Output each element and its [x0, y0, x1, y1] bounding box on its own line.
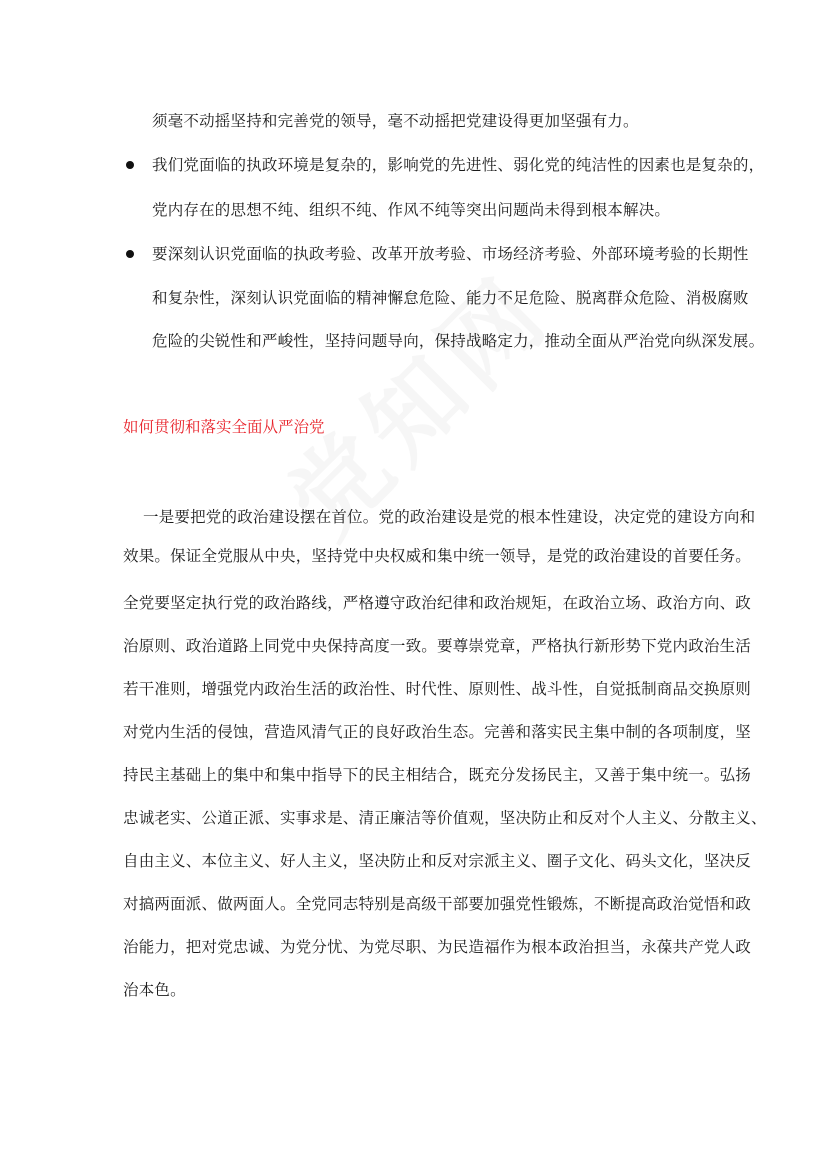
intro-line: 须毫不动摇坚持和完善党的领导，毫不动摇把党建设得更加坚强有力。: [152, 112, 639, 130]
paragraph-line: 全党要坚定执行党的政治路线，严格遵守政治纪律和政治规矩，在政治立场、政治方向、政: [123, 594, 752, 612]
paragraph-line: 治本色。: [123, 981, 186, 999]
paragraph-line: 自由主义、本位主义、好人主义，坚决防止和反对宗派主义、圈子文化、码头文化，坚决反: [123, 852, 752, 870]
section-heading: 如何贯彻和落实全面从严治党: [123, 418, 325, 436]
paragraph-line: 对党内生活的侵蚀，营造风清气正的良好政治生态。完善和落实民主集中制的各项制度，坚: [123, 723, 752, 741]
paragraph-line: 一是要把党的政治建设摆在首位。党的政治建设是党的根本性建设，决定党的建设方向和: [143, 508, 756, 526]
bullet-dot-icon: [126, 161, 134, 169]
paragraph-line: 若干准则，增强党内政治生活的政治性、时代性、原则性、战斗性，自觉抵制商品交换原则: [123, 680, 752, 698]
paragraph-line: 效果。保证全党服从中央，坚持党中央权威和集中统一领导，是党的政治建设的首要任务。: [123, 547, 752, 565]
bullet-2-line-3: 危险的尖锐性和严峻性，坚持问题导向，保持战略定力，推动全面从严治党向纵深发展。: [152, 332, 765, 350]
paragraph-line: 治原则、政治道路上同党中央保持高度一致。要尊崇党章，严格执行新形势下党内政治生活: [123, 637, 752, 655]
paragraph-line: 治能力，把对党忠诚、为党分忧、为党尽职、为民造福作为根本政治担当，永葆共产党人政: [123, 938, 752, 956]
paragraph-line: 忠诚老实、公道正派、实事求是、清正廉洁等价值观，坚决防止和反对个人主义、分散主义、: [123, 809, 767, 827]
bullet-1-line-2: 党内存在的思想不纯、组织不纯、作风不纯等突出问题尚未得到根本解决。: [152, 201, 671, 219]
paragraph-line: 对搞两面派、做两面人。全党同志特别是高级干部要加强党性锻炼，不断提高政治觉悟和政: [123, 895, 752, 913]
paragraph-line: 持民主基础上的集中和集中指导下的民主相结合，既充分发扬民主，又善于集中统一。弘扬: [123, 766, 752, 784]
bullet-2-line-1: 要深刻认识党面临的执政考验、改革开放考验、市场经济考验、外部环境考验的长期性: [152, 245, 749, 263]
bullet-1-line-1: 我们党面临的执政环境是复杂的，影响党的先进性、弱化党的纯洁性的因素也是复杂的，: [152, 156, 765, 174]
bullet-2-line-2: 和复杂性，深刻认识党面临的精神懈怠危险、能力不足危险、脱离群众危险、消极腐败: [152, 289, 749, 307]
bullet-dot-icon: [126, 250, 134, 258]
